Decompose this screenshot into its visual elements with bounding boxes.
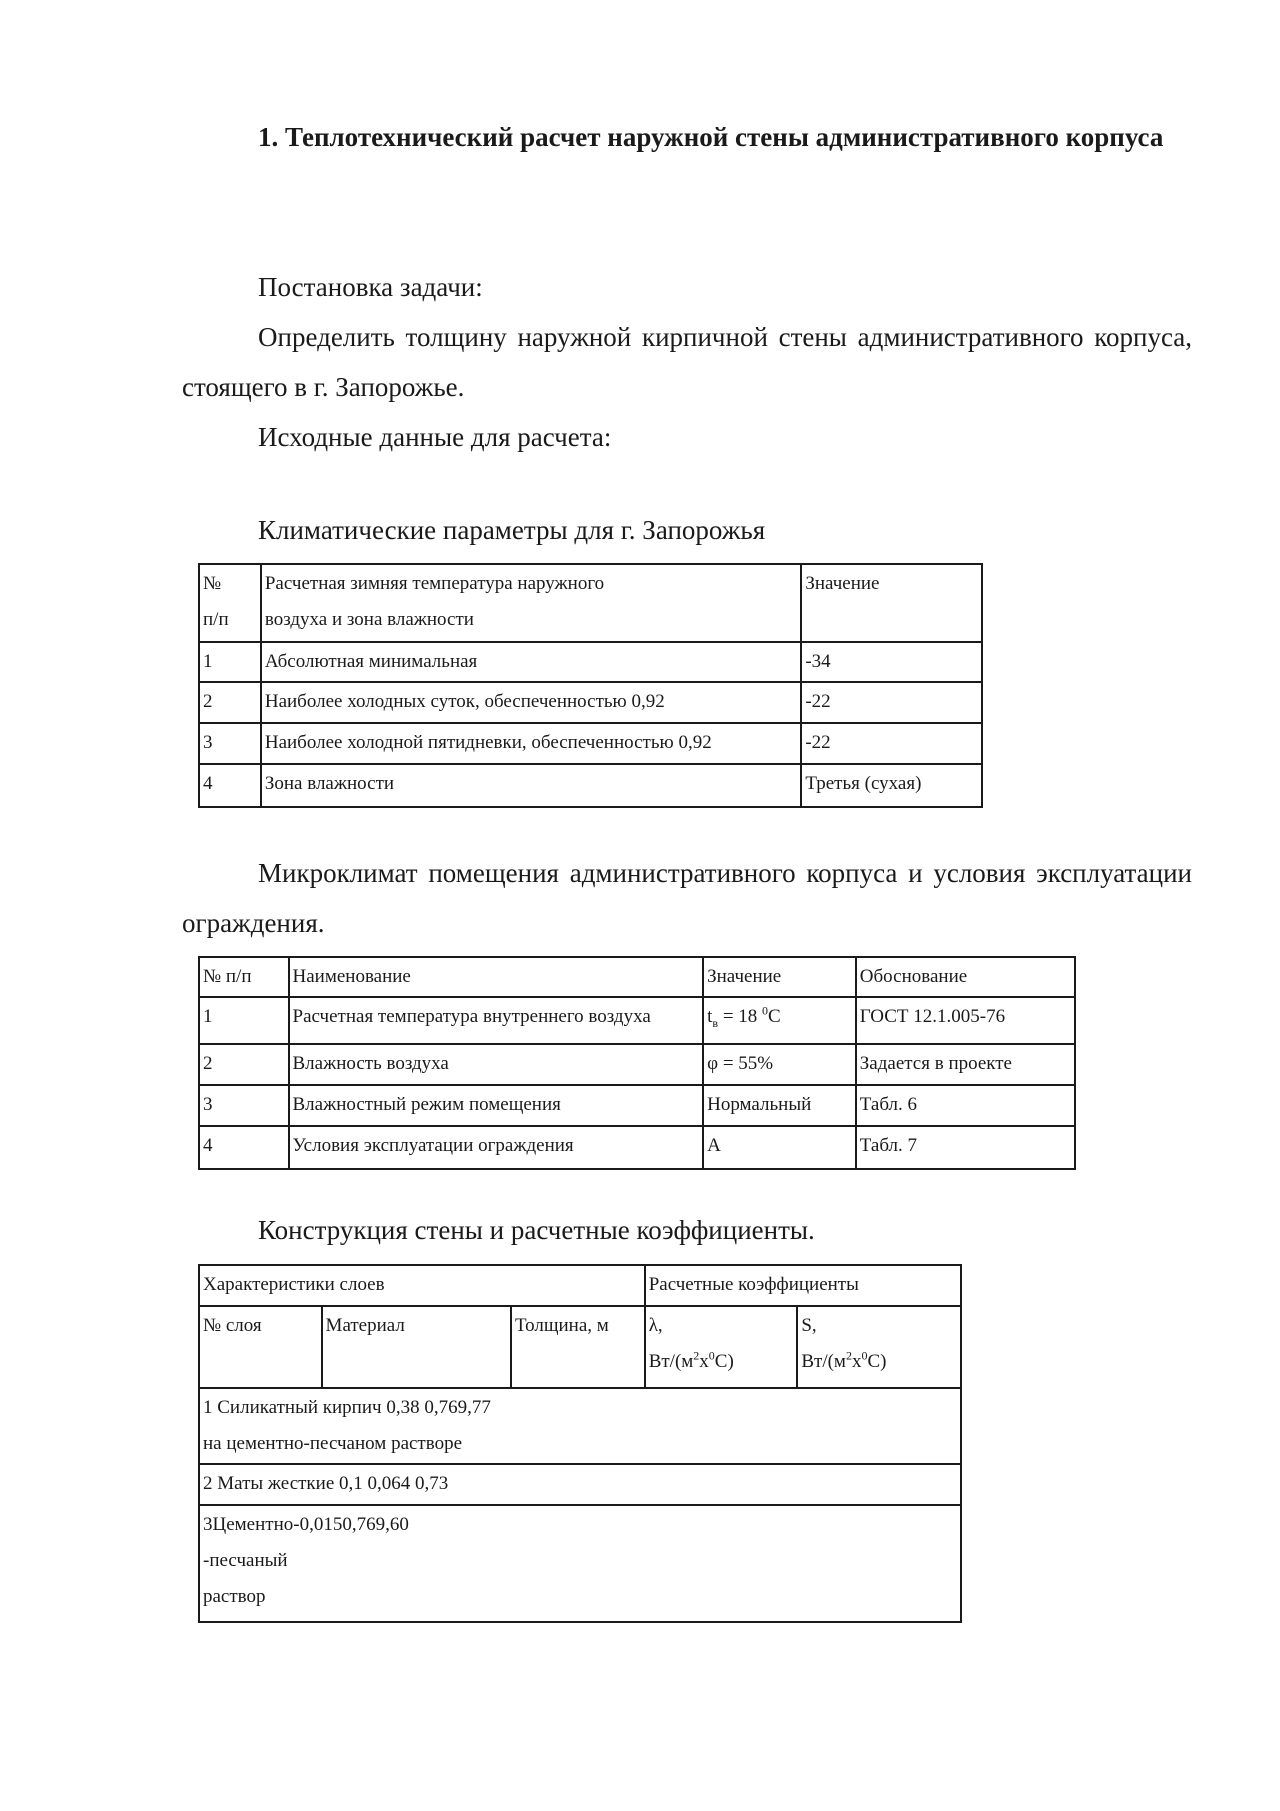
- table-row: [199, 997, 1075, 1044]
- cell-num: 4: [199, 1126, 289, 1169]
- cell-name: Влажность воздуха: [289, 1044, 704, 1085]
- s-unit-c: С): [867, 1351, 887, 1372]
- s-symbol: S,: [801, 1315, 817, 1336]
- climate-table: [198, 563, 983, 808]
- cell-value: φ = 55%: [703, 1044, 856, 1085]
- table-row: [199, 1388, 961, 1464]
- cell-value: -34: [801, 642, 982, 682]
- cell-param: Зона влажности: [261, 764, 802, 807]
- cell-value: -22: [801, 682, 982, 723]
- lambda-unit-sup1: 2: [693, 1348, 700, 1363]
- cell-value: -22: [801, 723, 982, 764]
- table-group-header-row: [199, 1265, 961, 1306]
- header-param-line2: воздуха и зона влажности: [264, 609, 474, 630]
- header-num-line2: п/п: [203, 609, 229, 630]
- cell-num: 2: [199, 682, 261, 723]
- climate-caption: Климатические параметры для г. Запорожья: [258, 515, 766, 545]
- layer-line: раствор: [203, 1586, 266, 1607]
- group-coeffs: Расчетные коэффициенты: [645, 1265, 961, 1306]
- cell-name: Влажностный режим помещения: [289, 1085, 704, 1126]
- header-layer-num: № слоя: [199, 1306, 322, 1388]
- value-unit: C: [768, 1006, 781, 1027]
- cell-basis: Табл. 6: [856, 1085, 1075, 1126]
- layer-row-3: [199, 1505, 961, 1622]
- cell-basis: ГОСТ 12.1.005-76: [856, 997, 1075, 1044]
- header-cell: [261, 564, 802, 642]
- value-t: t: [707, 1006, 713, 1027]
- layer-line: -песчаный: [203, 1550, 288, 1571]
- construction-caption: Конструкция стены и расчетные коэффициенты.: [258, 1215, 815, 1245]
- cell-param: Наиболее холодных суток, обеспеченностью 0,92: [261, 682, 802, 723]
- cell-value: Третья (сухая): [801, 764, 982, 807]
- s-unit-sup1: 2: [845, 1348, 852, 1363]
- task-text: Определить толщину наружной кирпичной стены административного корпуса, стоящего в г. Запорожье.: [182, 322, 1192, 402]
- table-row: [199, 723, 982, 764]
- lambda-unit-b: х: [699, 1351, 709, 1372]
- table-row: [199, 1464, 961, 1505]
- table-row: [199, 764, 982, 807]
- lambda-unit-c: С): [714, 1351, 734, 1372]
- task-label: Постановка задачи:: [258, 272, 483, 302]
- header-lambda: [645, 1306, 798, 1388]
- input-label: Исходные данные для расчета:: [258, 422, 612, 452]
- cell-value: [703, 997, 856, 1044]
- layer-row-2: [199, 1464, 961, 1505]
- header-basis: Обоснование: [856, 957, 1075, 997]
- cell-num: 2: [199, 1044, 289, 1085]
- microclimate-table: [198, 956, 1076, 1170]
- construction-table: [198, 1264, 962, 1623]
- s-unit-b: х: [851, 1351, 862, 1372]
- cell-param: Абсолютная минимальная: [261, 642, 802, 682]
- cell-basis: Табл. 7: [856, 1126, 1075, 1169]
- section-heading: 1. Теплотехнический расчет наружной стены административного корпуса: [258, 122, 1164, 152]
- table-row: [199, 1505, 961, 1622]
- header-thickness: Толщина, м: [511, 1306, 645, 1388]
- lambda-symbol: λ,: [648, 1315, 663, 1336]
- cell-basis: Задается в проекте: [856, 1044, 1075, 1085]
- cell-num: 3: [199, 723, 261, 764]
- s-unit: [801, 1344, 957, 1380]
- table-row: [199, 1085, 1075, 1126]
- cell-name: Условия эксплуатации ограждения: [289, 1126, 704, 1169]
- value-sup: 0: [762, 1003, 769, 1018]
- layer-line: 3Цементно-0,0150,769,60: [203, 1514, 409, 1535]
- header-param-line1: Расчетная зимняя температура наружного: [264, 573, 605, 594]
- header-value: Значение: [703, 957, 856, 997]
- table-row: [199, 1044, 1075, 1085]
- layer-row-1: [199, 1388, 961, 1464]
- lambda-unit: [649, 1344, 794, 1380]
- group-layers: Характеристики слоев: [199, 1265, 645, 1306]
- value-sub: в: [712, 1015, 719, 1030]
- header-cell: [199, 564, 261, 642]
- layer-line: 2 Маты жесткие 0,1 0,064 0,73: [203, 1473, 449, 1494]
- lambda-unit-sup2: 0: [708, 1348, 715, 1363]
- table-header-row: [199, 957, 1075, 997]
- cell-num: 1: [199, 642, 261, 682]
- table-header-row: [199, 1306, 961, 1388]
- cell-num: 3: [199, 1085, 289, 1126]
- layer-line: на цементно-песчаном растворе: [203, 1433, 463, 1454]
- cell-num: 1: [199, 997, 289, 1044]
- micro-caption: Микроклимат помещения административного корпуса и условия эксплуатации ограждения.: [182, 858, 1192, 938]
- s-unit-a: Вт/(м: [801, 1351, 846, 1372]
- header-name: Наименование: [289, 957, 704, 997]
- s-unit-sup2: 0: [861, 1348, 868, 1363]
- header-value: Значение: [801, 564, 982, 642]
- cell-name: Расчетная температура внутреннего воздуха: [289, 997, 704, 1044]
- table-row: [199, 1126, 1075, 1169]
- header-num-line1: №: [203, 573, 222, 594]
- table-row: [199, 682, 982, 723]
- header-num: № п/п: [199, 957, 289, 997]
- cell-num: 4: [199, 764, 261, 807]
- layer-line: 1 Силикатный кирпич 0,38 0,769,77: [203, 1397, 491, 1418]
- table-header-row: [199, 564, 982, 642]
- header-s: [797, 1306, 961, 1388]
- cell-param: Наиболее холодной пятидневки, обеспеченностью 0,92: [261, 723, 802, 764]
- value-rest: = 18: [718, 1006, 763, 1027]
- header-material: Материал: [322, 1306, 511, 1388]
- cell-value: А: [703, 1126, 856, 1169]
- cell-value: Нормальный: [703, 1085, 856, 1126]
- table-row: [199, 642, 982, 682]
- lambda-unit-a: Вт/(м: [648, 1351, 694, 1372]
